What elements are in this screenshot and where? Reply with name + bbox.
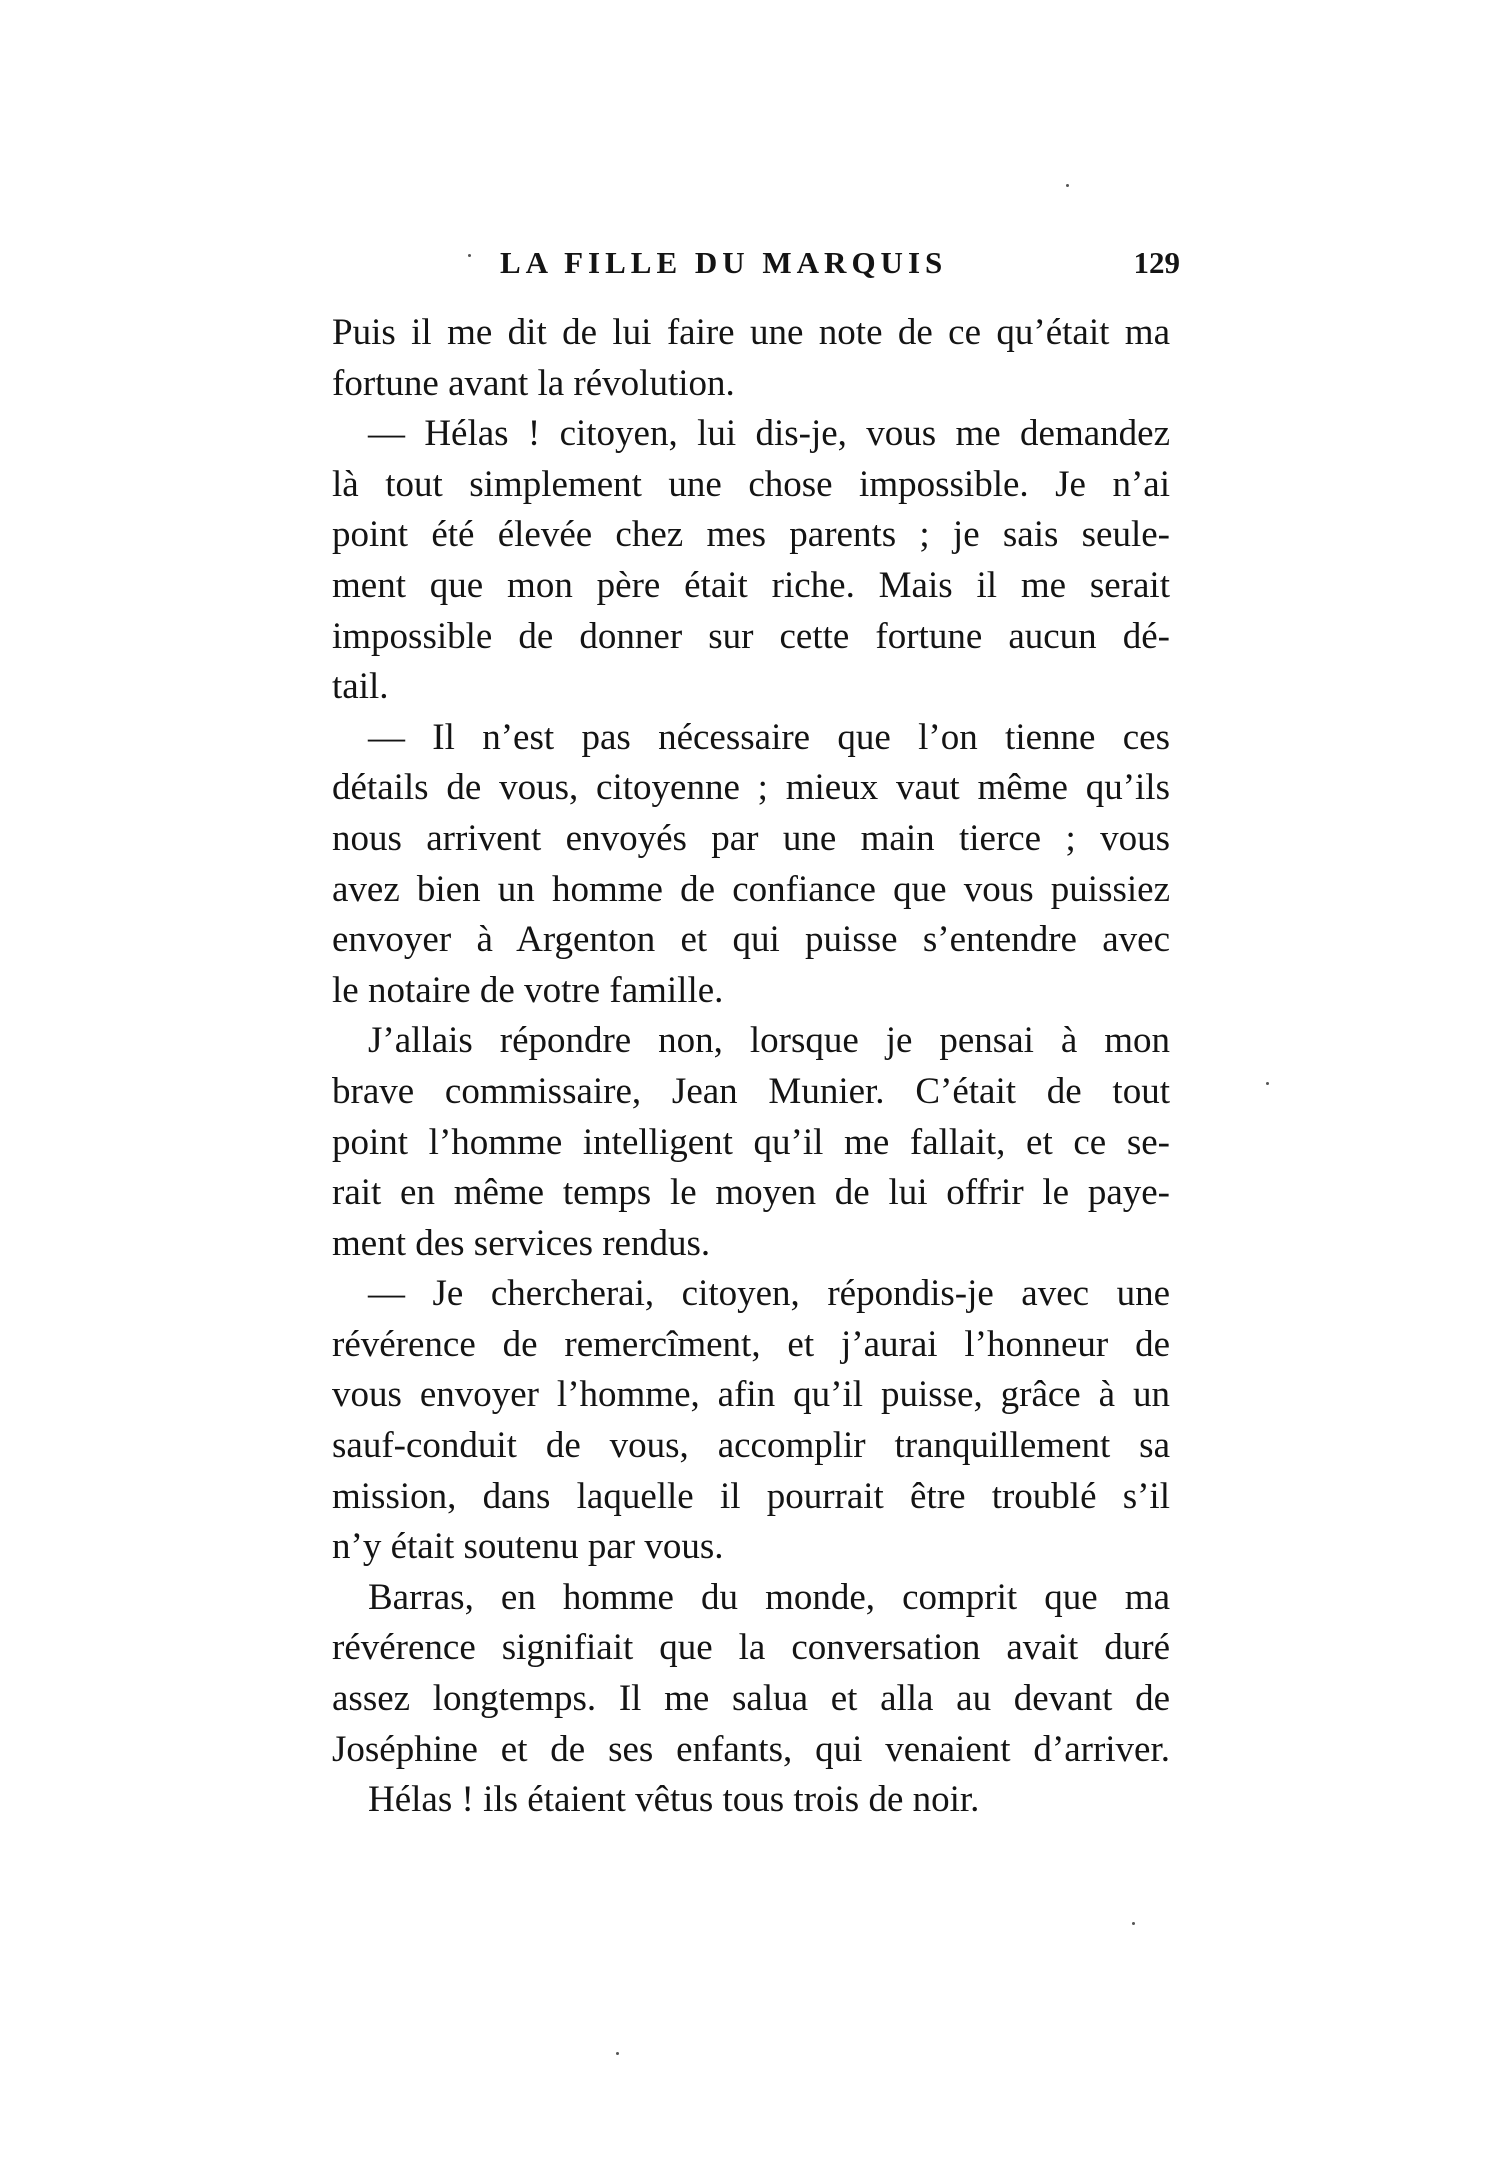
text-line: sauf-conduit de vous, accomplir tranquillement sa (332, 1425, 1170, 1467)
text-line: révérence signifiait que la conversation avait duré (332, 1627, 1170, 1669)
text-line: avez bien un homme de confiance que vous puissiez (332, 868, 1170, 910)
text-line: tail. (332, 666, 389, 708)
running-header (500, 238, 1180, 288)
text-line: mission, dans laquelle il pourrait être troublé s’il (332, 1475, 1170, 1517)
text-line: Hélas ! ils étaient vêtus tous trois de noir. (368, 1779, 980, 1821)
text-line: — Hélas ! citoyen, lui dis-je, vous me demandez (368, 413, 1170, 455)
scan-speck (1132, 1922, 1135, 1925)
scan-speck (616, 2052, 619, 2055)
text-line: révérence de remercîment, et j’aurai l’honneur de (332, 1323, 1170, 1365)
scan-speck (1266, 1082, 1269, 1085)
text-line: envoyer à Argenton et qui puisse s’entendre avec (332, 919, 1170, 961)
text-line: Joséphine et de ses enfants, qui venaient d’arriver. (332, 1728, 1170, 1770)
text-line: le notaire de votre famille. (332, 969, 724, 1011)
page-number: 129 (1133, 245, 1180, 280)
text-line: — Il n’est pas nécessaire que l’on tienne ces (368, 716, 1170, 758)
text-line: fortune avant la révolution. (332, 362, 735, 404)
scan-speck (468, 254, 471, 257)
text-line: brave commissaire, Jean Munier. C’était de tout (332, 1070, 1170, 1112)
text-line: assez longtemps. Il me salua et alla au devant de (332, 1678, 1170, 1720)
text-line: Puis il me dit de lui faire une note de ce qu’était ma (332, 312, 1170, 353)
text-line: — Je chercherai, citoyen, répondis-je avec une (368, 1273, 1170, 1315)
running-title: LA FILLE DU MARQUIS (500, 245, 948, 280)
body-text (332, 308, 1170, 1826)
text-line: point été élevée chez mes parents ; je sais seule- (332, 514, 1170, 556)
scan-speck (1066, 184, 1069, 187)
text-line: Barras, en homme du monde, comprit que ma (368, 1576, 1170, 1618)
text-line: nous arrivent envoyés par une main tierce ; vous (332, 817, 1170, 859)
text-line: n’y était soutenu par vous. (332, 1526, 724, 1568)
text-line: point l’homme intelligent qu’il me fallait, et ce se- (332, 1121, 1170, 1163)
text-line: impossible de donner sur cette fortune aucun dé- (332, 615, 1170, 657)
text-line: J’allais répondre non, lorsque je pensai à mon (368, 1020, 1170, 1062)
text-line: ment que mon père était riche. Mais il me serait (332, 564, 1170, 606)
text-line: là tout simplement une chose impossible. Je n’ai (332, 463, 1170, 505)
text-line: vous envoyer l’homme, afin qu’il puisse, grâce à un (332, 1374, 1170, 1416)
text-line: rait en même temps le moyen de lui offrir le paye- (332, 1172, 1170, 1214)
text-line: ment des services rendus. (332, 1222, 711, 1264)
text-line: détails de vous, citoyenne ; mieux vaut même qu’ils (332, 767, 1170, 809)
